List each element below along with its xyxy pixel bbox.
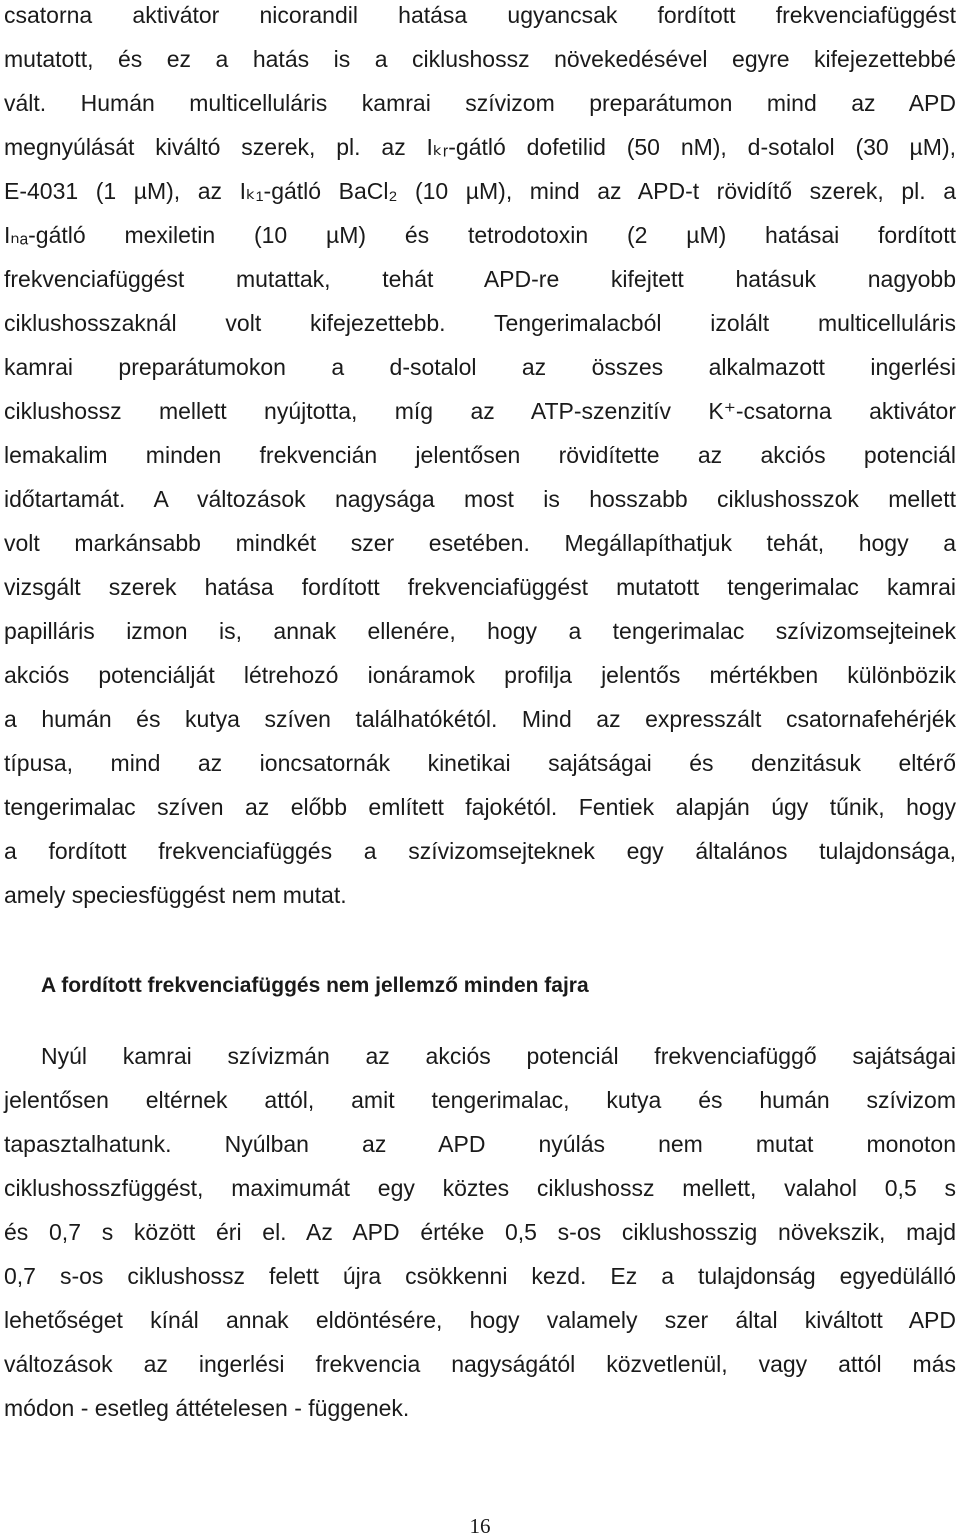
text-line: megnyúlását kiváltó szerek, pl. az Iₖᵣ-gátló dofetilid (50 nM), d-sotalol (30 µM),: [4, 134, 956, 160]
text-line: időtartamát. A változások nagysága most is hosszabb ciklushosszok mellett: [4, 486, 956, 512]
text-line: frekvenciafüggést mutattak, tehát APD-re kifejtett hatásuk nagyobb: [4, 266, 956, 292]
text-line: ciklushossz mellett nyújtotta, míg az ATP-szenzitív K⁺-csatorna aktivátor: [4, 398, 956, 424]
text-line: és 0,7 s között éri el. Az APD értéke 0,5 s-os ciklushosszig növekszik, majd: [4, 1219, 956, 1245]
text-line: lemakalim minden frekvencián jelentősen rövidítette az akciós potenciál: [4, 442, 956, 468]
text-line: Iₙₐ-gátló mexiletin (10 µM) és tetrodotoxin (2 µM) hatásai fordított: [4, 222, 956, 248]
section-heading: A fordított frekvenciafüggés nem jellemző minden fajra: [41, 974, 589, 997]
text-line: amely speciesfüggést nem mutat.: [4, 882, 347, 908]
text-line: papilláris izmon is, annak ellenére, hogy a tengerimalac szívizomsejteinek: [4, 618, 956, 644]
text-line: 0,7 s-os ciklushossz felett újra csökkenni kezd. Ez a tulajdonság egyedülálló: [4, 1263, 956, 1289]
text-line: módon - esetleg áttételesen - függenek.: [4, 1395, 410, 1421]
text-line: mutatott, és ez a hatás is a ciklushossz növekedésével egyre kifejezettebbé: [4, 46, 956, 72]
text-line: vizsgált szerek hatása fordított frekvenciafüggést mutatott tengerimalac kamrai: [4, 574, 956, 600]
text-line: a fordított frekvenciafüggés a szívizomsejteknek egy általános tulajdonsága,: [4, 838, 956, 864]
text-line: jelentősen eltérnek attól, amit tengerimalac, kutya és humán szívizom: [4, 1087, 956, 1113]
text-line: vált. Humán multicelluláris kamrai szívizom preparátumon mind az APD: [4, 90, 956, 116]
text-line: kamrai preparátumokon a d-sotalol az összes alkalmazott ingerlési: [4, 354, 956, 380]
text-line: E-4031 (1 µM), az Iₖ₁-gátló BaCl₂ (10 µM), mind az APD-t rövidítő szerek, pl. a: [4, 178, 956, 204]
text-line: tengerimalac szíven az előbb említett fajokétól. Fentiek alapján úgy tűnik, hogy: [4, 794, 956, 820]
text-line: ciklushosszfüggést, maximumát egy köztes ciklushossz mellett, valahol 0,5 s: [4, 1175, 956, 1201]
text-line: a humán és kutya szíven találhatókétól. Mind az expresszált csatornafehérjék: [4, 706, 956, 732]
text-line: lehetőséget kínál annak eldöntésére, hogy valamely szer által kiváltott APD: [4, 1307, 956, 1333]
text-line: akciós potenciálját létrehozó ionáramok profilja jelentős mértékben különbözik: [4, 662, 956, 688]
text-line: változások az ingerlési frekvencia nagyságától közvetlenül, vagy attól más: [4, 1351, 956, 1377]
text-line: Nyúl kamrai szívizmán az akciós potenciál frekvenciafüggő sajátságai: [41, 1043, 956, 1069]
text-line: típusa, mind az ioncsatornák kinetikai sajátságai és denzitásuk eltérő: [4, 750, 956, 776]
text-line: volt markánsabb mindkét szer esetében. Megállapíthatjuk tehát, hogy a: [4, 530, 956, 556]
text-line: csatorna aktivátor nicorandil hatása ugyancsak fordított frekvenciafüggést: [4, 2, 956, 28]
text-line: ciklushosszaknál volt kifejezettebb. Tengerimalacból izolált multicelluláris: [4, 310, 956, 336]
page-number: 16: [469, 1514, 491, 1538]
text-line: tapasztalhatunk. Nyúlban az APD nyúlás nem mutat monoton: [4, 1131, 956, 1157]
